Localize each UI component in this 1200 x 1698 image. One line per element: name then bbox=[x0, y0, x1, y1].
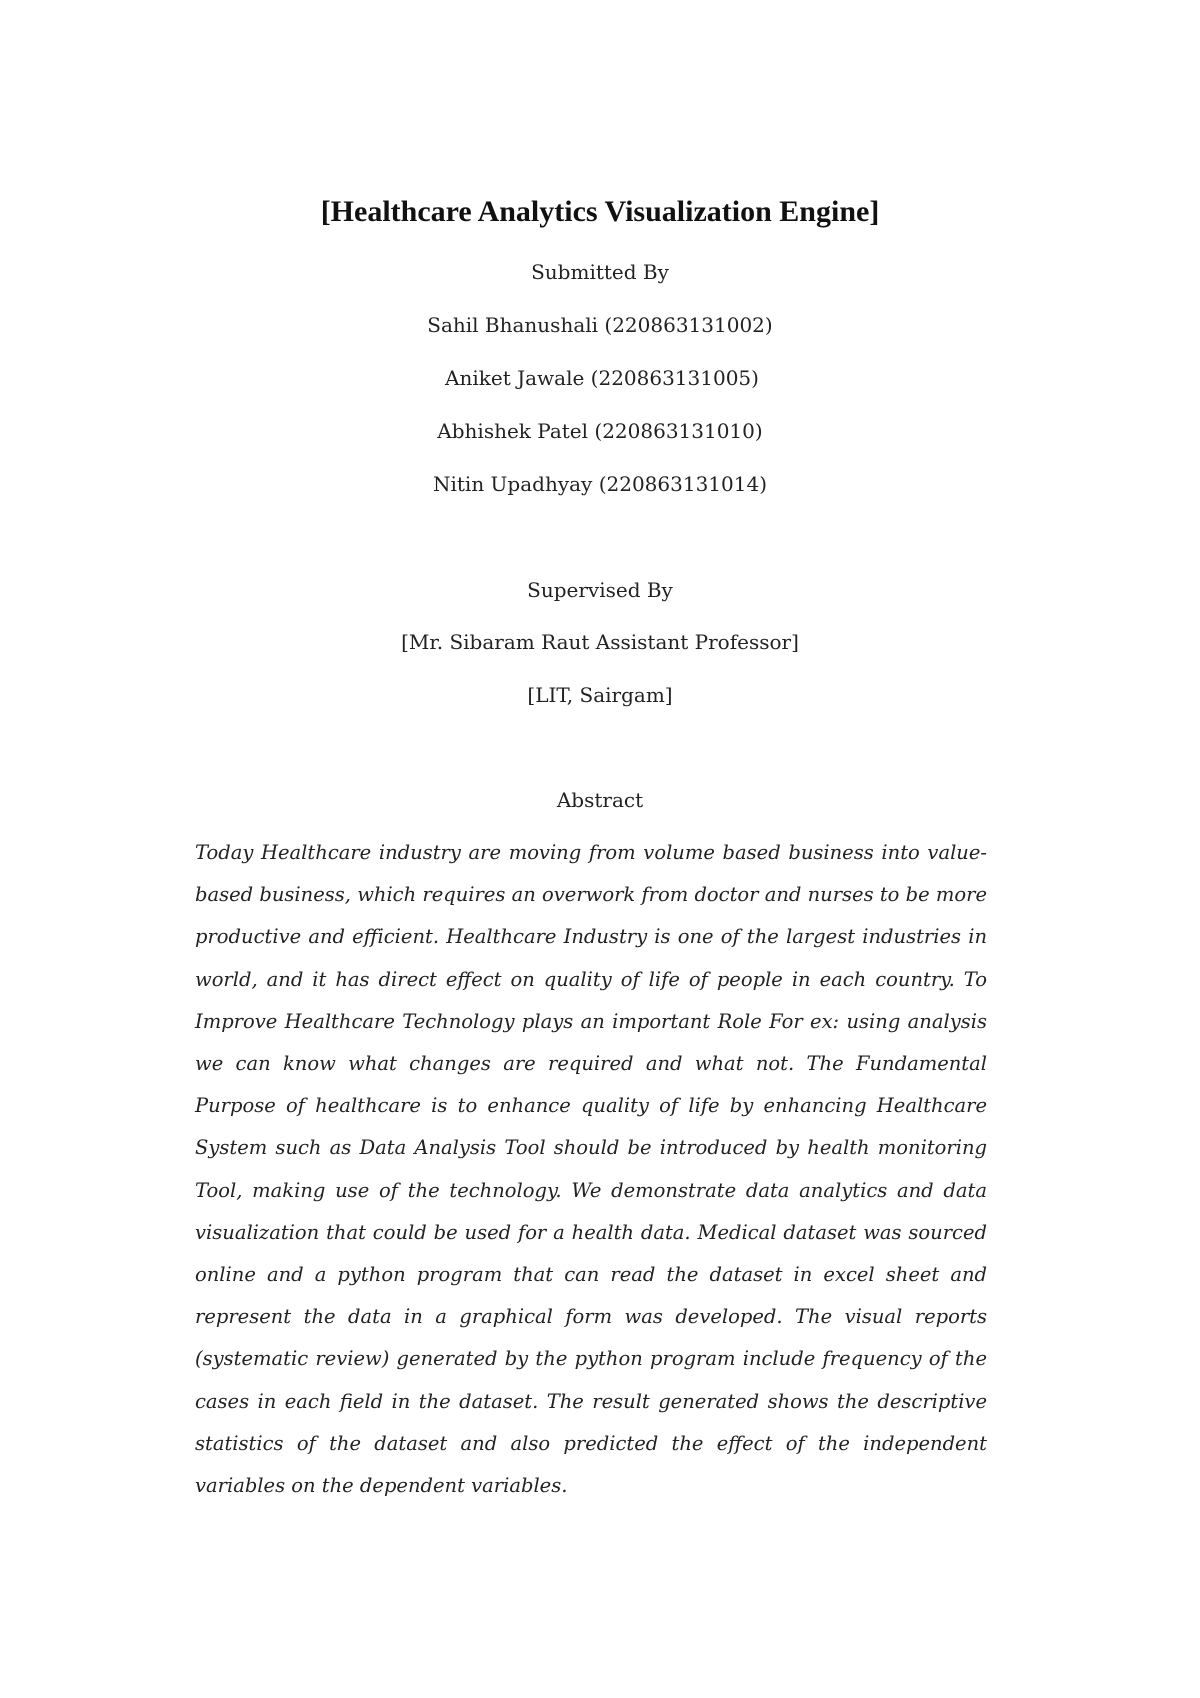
supervised-by-label: Supervised By bbox=[527, 578, 673, 602]
student-name: Aniket Jawale (220863131005) bbox=[445, 366, 759, 390]
supervisor-name: [Mr. Sibaram Raut Assistant Professor] bbox=[401, 630, 799, 654]
document-title: [Healthcare Analytics Visualization Engine] bbox=[320, 195, 880, 228]
submitted-by-label: Submitted By bbox=[531, 260, 669, 284]
abstract-text: Today Healthcare industry are moving from volume based business into value-based business, which requires an overwork from doctor and nurses to be more productive and efficient. Healthcare Industry is one of the largest industries in world, and it has direct effect on quality of life of people in each country. To Improve Healthcare Technology plays an important Role For ex: using analysis we can know what changes are required and what not. The Fundamental Purpose of healthcare is to enhance quality of life by enhancing Healthcare System such as Data Analysis Tool should be introduced by health monitoring Tool, making use of the technology. We demonstrate data analytics and data visualization that could be used for a health data. Medical dataset was sourced online and a python program that can read the dataset in excel sheet and represent the data in a graphical form was developed. The visual reports (systematic review) generated by the python program include frequency of the cases in each field in the dataset. The result generated shows the descriptive statistics of the dataset and also predicted the effect of the independent variables on the dependent variables. bbox=[195, 841, 987, 1498]
student-name: Abhishek Patel (220863131010) bbox=[437, 419, 763, 443]
student-name: Nitin Upadhyay (220863131014) bbox=[432, 472, 767, 496]
student-name: Sahil Bhanushali (220863131002) bbox=[427, 313, 773, 337]
institute-name: [LIT, Sairgam] bbox=[527, 683, 673, 707]
abstract-heading: Abstract bbox=[556, 788, 644, 812]
